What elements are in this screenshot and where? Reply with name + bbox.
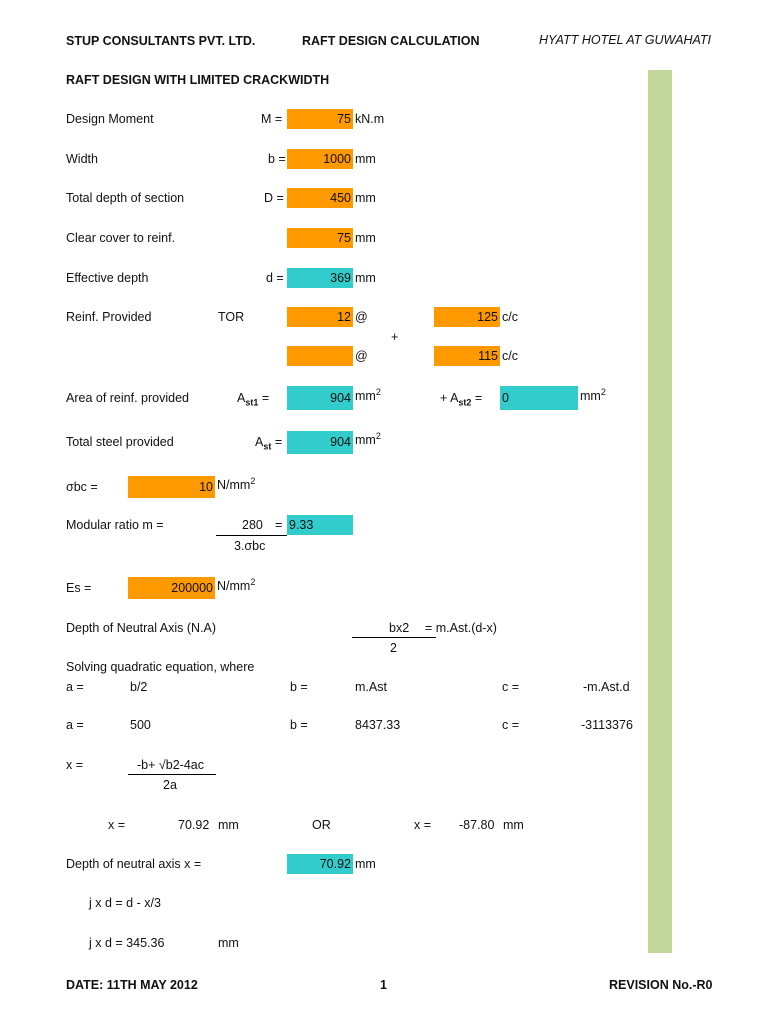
quad-a-value: 500 (130, 718, 151, 732)
ast1-value: 904 (287, 386, 353, 410)
section-title: RAFT DESIGN WITH LIMITED CRACKWIDTH (66, 73, 330, 87)
ast1-symbol: $A_{st1}$ = (237, 391, 270, 408)
company-name: STUP CONSULTANTS PVT. LTD. (66, 34, 256, 48)
neutral-axis-numerator: bx2 (389, 621, 410, 635)
project-name: HYATT HOTEL AT GUWAHATI (539, 33, 712, 47)
total-depth-label: Total depth of section (66, 191, 185, 205)
cc-unit-1: c/c (502, 310, 518, 324)
total-steel-unit: $mm^2$ (355, 430, 381, 447)
quad-c-label: c = (502, 680, 520, 694)
sigma-bc-label: σbc = (66, 480, 98, 494)
sigma-bc-input[interactable]: 10 (128, 476, 215, 498)
bar-spacing-1-input[interactable]: 125 (434, 307, 500, 327)
design-moment-unit: kN.m (355, 112, 385, 126)
quad-b-value: 8437.33 (355, 718, 401, 732)
x1-unit: mm (218, 818, 239, 832)
neutral-axis-rhs: = m.Ast.(d-x) (425, 621, 497, 635)
quad-b-expr: m.Ast (355, 680, 387, 694)
or-text: OR (312, 818, 331, 832)
effective-depth-symbol: d = (266, 271, 284, 285)
quad-b-val-label: b = (290, 718, 308, 732)
footer-date: DATE: 11TH MAY 2012 (66, 978, 198, 992)
reinf-provided-label: Reinf. Provided (66, 310, 152, 324)
quad-c-value: -3113376 (581, 718, 633, 732)
effective-depth-label: Effective depth (66, 271, 149, 285)
quad-c-expr: -m.Ast.d (583, 680, 630, 694)
x-formula-label: x = (66, 758, 84, 772)
bar-dia-1-input[interactable]: 12 (287, 307, 353, 327)
side-bar (648, 70, 672, 953)
design-moment-label: Design Moment (66, 112, 154, 126)
footer-revision: REVISION No.-R0 (609, 978, 713, 992)
jd-formula: j x d = d - x/3 (89, 896, 161, 910)
clear-cover-unit: mm (355, 231, 376, 245)
footer-page-number: 1 (380, 978, 387, 992)
x2-label: x = (414, 818, 432, 832)
depth-na-unit: mm (355, 857, 376, 871)
sigma-bc-unit: $N/mm^2$ (217, 475, 256, 492)
width-label: Width (66, 152, 98, 166)
x1-value: 70.92 (178, 818, 210, 832)
at-symbol-1: @ (355, 310, 368, 324)
neutral-axis-label: Depth of Neutral Axis (N.A) (66, 621, 217, 635)
modular-ratio-label: Modular ratio m = (66, 518, 164, 532)
quad-a-label: a = (66, 680, 84, 694)
quad-a-val-label: a = (66, 718, 84, 732)
modular-ratio-denominator: 3.σbc (234, 539, 266, 553)
clear-cover-label: Clear cover to reinf. (66, 231, 176, 245)
neutral-axis-fraction-line (352, 637, 436, 638)
ast-symbol: $A_{st}$ = (255, 435, 283, 452)
modular-ratio-value: 9.33 (287, 515, 353, 535)
cc-unit-2: c/c (502, 349, 518, 363)
jd-unit: mm (218, 936, 239, 950)
ast2-symbol: + $A_{st2}$ = (440, 391, 483, 408)
x2-unit: mm (503, 818, 524, 832)
design-moment-symbol: M = (261, 112, 283, 126)
plus-sign: + (391, 330, 399, 344)
ast2-unit: $mm^2$ (580, 386, 606, 403)
ast1-unit: $mm^2$ (355, 386, 381, 403)
effective-depth-value: 369 (287, 268, 353, 288)
total-depth-unit: mm (355, 191, 376, 205)
reinf-type: TOR (218, 310, 245, 324)
modular-ratio-fraction-line (216, 535, 287, 536)
effective-depth-unit: mm (355, 271, 376, 285)
clear-cover-input[interactable]: 75 (287, 228, 353, 248)
modular-ratio-equals: = (275, 518, 283, 532)
quad-c-val-label: c = (502, 718, 520, 732)
bar-spacing-2-input[interactable]: 115 (434, 346, 500, 366)
quad-b-label: b = (290, 680, 308, 694)
total-depth-input[interactable]: 450 (287, 188, 353, 208)
ast2-value: 0 (500, 386, 578, 410)
es-unit: $N/mm^2$ (217, 576, 256, 593)
design-moment-input[interactable]: 75 (287, 109, 353, 129)
jd-value: j x d = 345.36 (89, 936, 165, 950)
total-steel-value: 904 (287, 431, 353, 454)
x-formula-fraction-line (128, 774, 216, 775)
modular-ratio-numerator: 280 (242, 518, 263, 532)
total-depth-symbol: D = (264, 191, 284, 205)
x-formula-denominator: 2a (163, 778, 177, 792)
es-label: Es = (66, 581, 92, 595)
x-formula-numerator: -b+ √b2-4ac (137, 758, 204, 772)
width-unit: mm (355, 152, 376, 166)
width-symbol: b = (268, 152, 286, 166)
x1-label: x = (108, 818, 126, 832)
x2-value: -87.80 (459, 818, 495, 832)
document-title: RAFT DESIGN CALCULATION (302, 34, 480, 48)
at-symbol-2: @ (355, 349, 368, 363)
depth-na-value: 70.92 (287, 854, 353, 874)
neutral-axis-denominator: 2 (390, 641, 397, 655)
quad-a-expr: b/2 (130, 680, 148, 694)
es-input[interactable]: 200000 (128, 577, 215, 599)
area-reinf-label: Area of reinf. provided (66, 391, 189, 405)
bar-dia-2-input[interactable] (287, 346, 353, 366)
width-input[interactable]: 1000 (287, 149, 353, 169)
quadratic-label: Solving quadratic equation, where (66, 660, 255, 674)
total-steel-label: Total steel provided (66, 435, 174, 449)
depth-na-label: Depth of neutral axis x = (66, 857, 202, 871)
